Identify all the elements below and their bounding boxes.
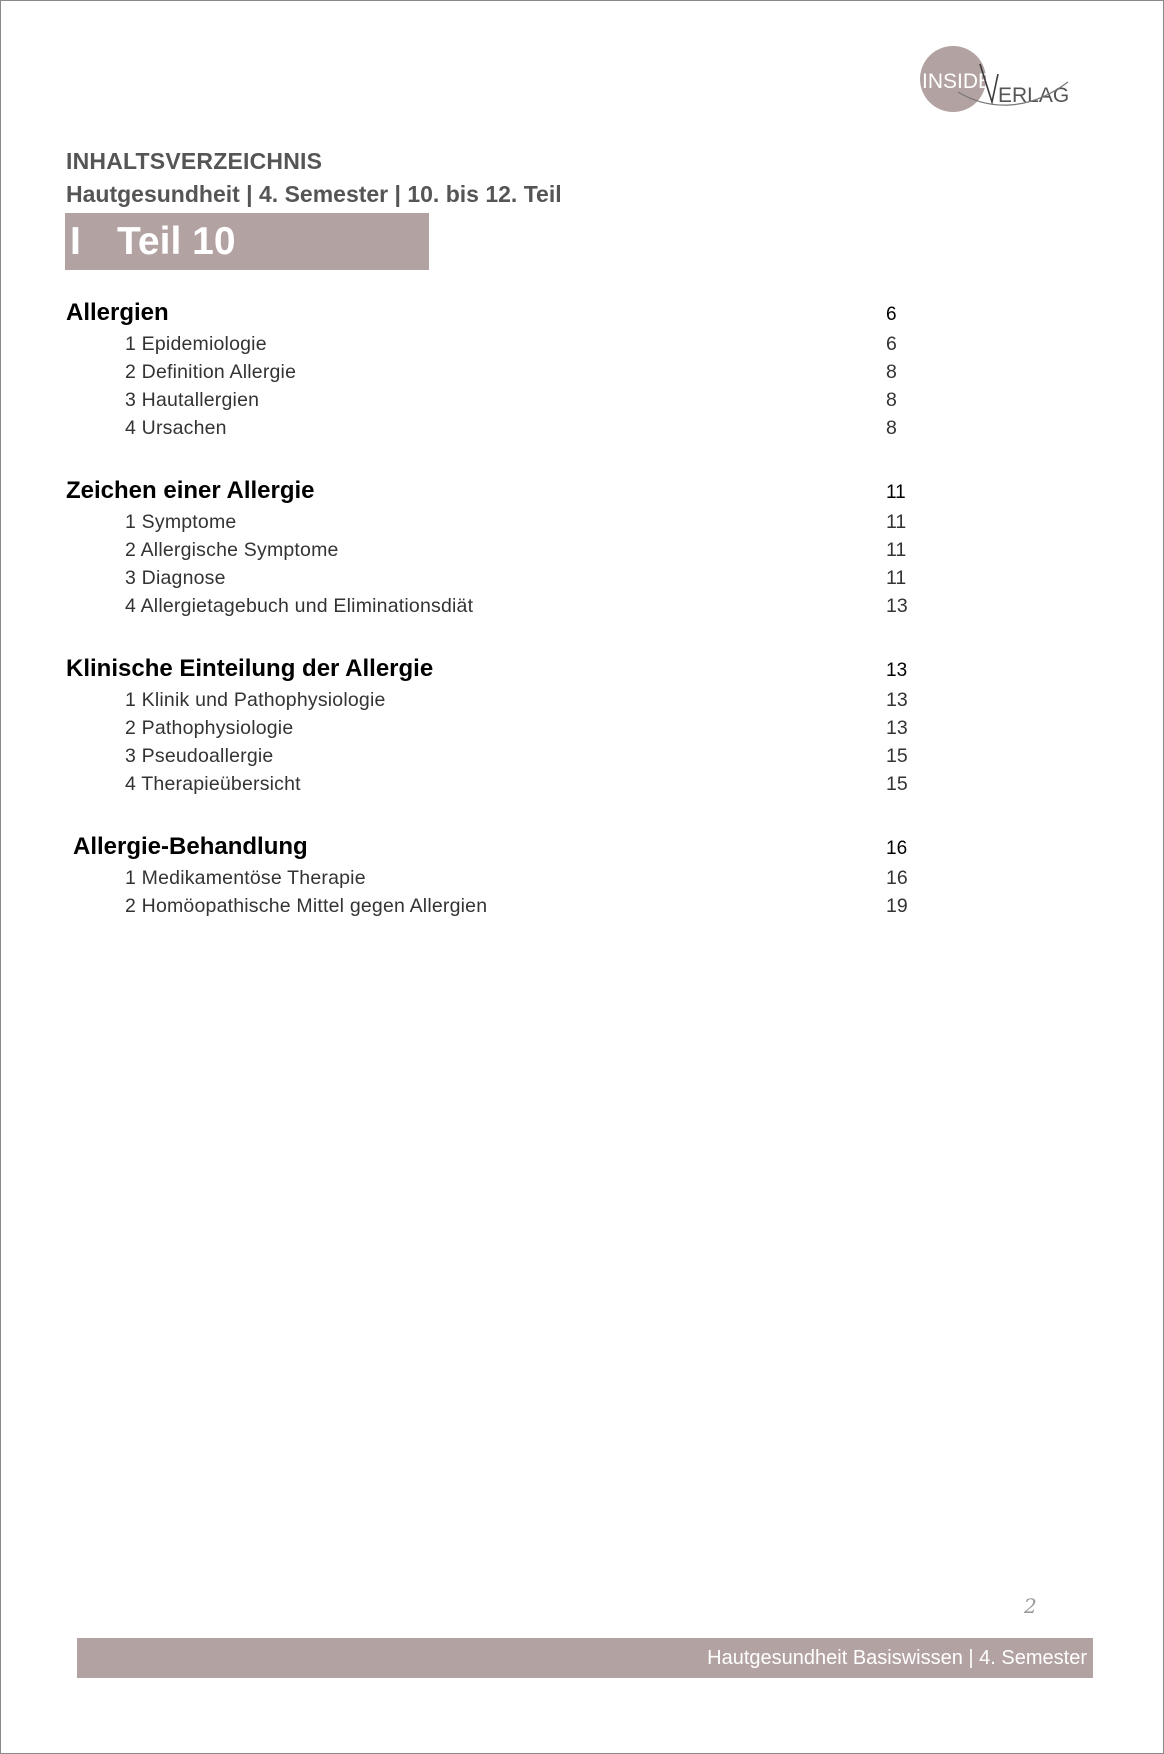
toc-entry-label: 1 Symptome (125, 511, 237, 533)
toc-section-heading-row[interactable] (66, 652, 926, 686)
toc-entry-label: 1 Medikamentöse Therapie (125, 867, 366, 889)
toc-entry-page: 8 (886, 417, 897, 439)
toc-section-page: 6 (886, 304, 897, 325)
toc-section-title: Zeichen einer Allergie (66, 477, 315, 504)
toc-entry-label: 1 Epidemiologie (125, 333, 267, 355)
toc-section-page: 13 (886, 660, 908, 681)
toc-entry-page: 15 (886, 773, 908, 795)
toc-entry-label: 2 Homöopathische Mittel gegen Allergien (125, 895, 488, 917)
toc-entry[interactable] (66, 564, 926, 592)
toc-entry[interactable] (66, 330, 926, 358)
toc-entry-page: 8 (886, 389, 897, 411)
toc-entry-label: 2 Pathophysiologie (125, 717, 294, 739)
heading-block (66, 146, 562, 209)
toc-entry-page: 13 (886, 595, 908, 617)
toc-section-heading-row[interactable] (66, 296, 926, 330)
part-title: Teil 10 (117, 220, 236, 263)
toc-entry-label: 4 Allergietagebuch und Eliminationsdiät (125, 595, 474, 617)
toc-entry-label: 3 Hautallergien (125, 389, 260, 411)
toc-entry[interactable] (66, 714, 926, 742)
document-subtitle: Hautgesundheit | 4. Semester | 10. bis 12. Teil (66, 181, 562, 207)
toc-entry-label: 2 Allergische Symptome (125, 539, 339, 561)
toc-section-heading-row[interactable] (66, 830, 926, 864)
footer-bar (77, 1638, 1093, 1678)
logo-text-verlag: ERLAG (998, 84, 1070, 107)
toc-section-title: Allergien (66, 299, 169, 326)
toc-entry-label: 4 Ursachen (125, 417, 227, 439)
toc-section-page: 11 (886, 482, 906, 503)
toc-section (66, 830, 926, 920)
logo-text-inside: INSIDE (922, 70, 993, 93)
toc-section-heading-row[interactable] (66, 474, 926, 508)
toc-entry-label: 4 Therapieübersicht (125, 773, 301, 795)
publisher-logo (918, 42, 1078, 120)
footer-text: Hautgesundheit Basiswissen | 4. Semester (707, 1647, 1087, 1669)
table-of-contents (66, 296, 926, 952)
toc-section (66, 652, 926, 798)
toc-entry-page: 16 (886, 867, 908, 889)
toc-heading: INHALTSVERZEICHNIS (66, 148, 323, 174)
toc-section (66, 296, 926, 442)
toc-entry-label: 3 Pseudoallergie (125, 745, 274, 767)
toc-entry-page: 6 (886, 333, 897, 355)
part-banner (65, 213, 429, 270)
toc-entry-page: 8 (886, 361, 897, 383)
toc-entry[interactable] (66, 864, 926, 892)
toc-entry[interactable] (66, 742, 926, 770)
toc-entry-label: 1 Klinik und Pathophysiologie (125, 689, 386, 711)
toc-entry[interactable] (66, 536, 926, 564)
page-number: 2 (1024, 1594, 1037, 1618)
toc-section-title: Allergie-Behandlung (73, 833, 308, 860)
toc-entry-page: 11 (886, 511, 907, 533)
toc-section (66, 474, 926, 620)
toc-entry[interactable] (66, 592, 926, 620)
toc-entry-page: 11 (886, 567, 907, 589)
toc-entry[interactable] (66, 686, 926, 714)
toc-entry[interactable] (66, 770, 926, 798)
toc-entry[interactable] (66, 892, 926, 920)
toc-section-title: Klinische Einteilung der Allergie (66, 655, 434, 682)
toc-entry-label: 2 Definition Allergie (125, 361, 297, 383)
toc-entry[interactable] (66, 508, 926, 536)
toc-entry-page: 13 (886, 717, 908, 739)
toc-entry-page: 15 (886, 745, 908, 767)
toc-entry-page: 19 (886, 895, 908, 917)
part-roman-numeral: I (70, 220, 81, 263)
toc-entry[interactable] (66, 414, 926, 442)
toc-entry-page: 11 (886, 539, 907, 561)
toc-entry-label: 3 Diagnose (125, 567, 226, 589)
toc-entry[interactable] (66, 358, 926, 386)
toc-section-page: 16 (886, 838, 908, 859)
toc-entry[interactable] (66, 386, 926, 414)
toc-entry-page: 13 (886, 689, 908, 711)
